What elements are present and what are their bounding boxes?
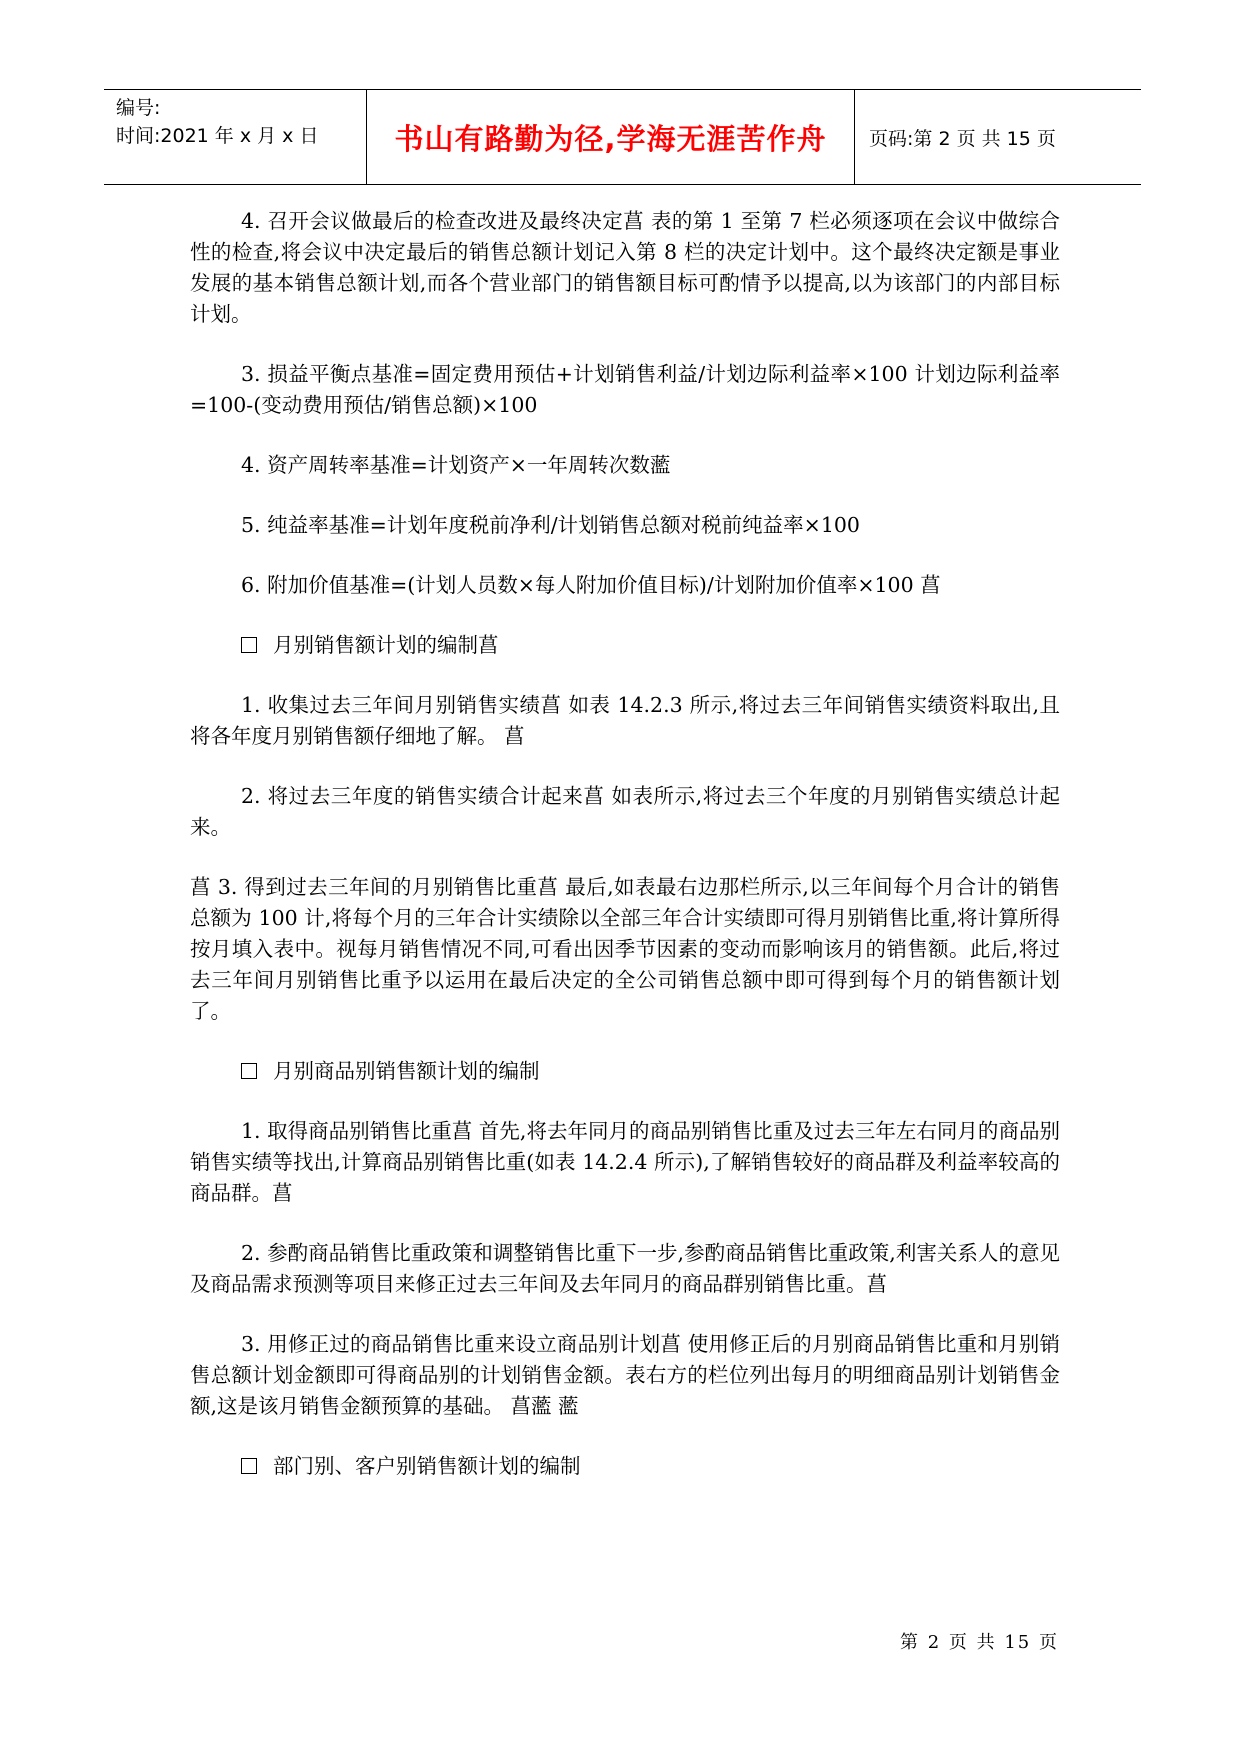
section-heading-text: 月别销售额计划的编制菖 — [273, 633, 499, 657]
checkbox-icon — [241, 637, 257, 653]
document-header — [104, 89, 1141, 185]
checkbox-icon — [241, 1063, 257, 1079]
time-label: 时间:2021 年 x 月 x 日 — [116, 125, 319, 147]
page-footer: 第 2 页 共 15 页 — [900, 1632, 1059, 1653]
document-body — [190, 206, 1060, 1511]
header-motto: 书山有路勤为径,学海无涯苦作舟 — [367, 90, 855, 184]
section-heading-text: 月别商品别销售额计划的编制 — [273, 1059, 540, 1083]
body-paragraph: 5. 纯益率基准=计划年度税前净利/计划销售总额对税前纯益率×100 — [241, 513, 860, 537]
body-paragraph: 1. 收集过去三年间月别销售实绩菖 如表 14.2.3 所示,将过去三年间销售实绩资料取出,且将各年度月别销售额仔细地了解。 菖 — [190, 693, 1060, 748]
header-meta — [104, 90, 367, 184]
header-page-info: 页码:第 2 页 共 15 页 — [869, 127, 1056, 150]
body-paragraph: 1. 取得商品别销售比重菖 首先,将去年同月的商品别销售比重及过去三年左右同月的商品别销售实绩等找出,计算商品别销售比重(如表 14.2.4 所示),了解销售较好的商品群及利益率较高的商品群。菖 — [190, 1119, 1060, 1205]
body-paragraph: 3. 损益平衡点基准=固定费用预估+计划销售利益/计划边际利益率×100 计划边际利益率=100-(变动费用预估/销售总额)×100 — [190, 362, 1060, 417]
body-paragraph: 2. 参酌商品销售比重政策和调整销售比重下一步,参酌商品销售比重政策,利害关系人的意见及商品需求预测等项目来修正过去三年间及去年同月的商品群别销售比重。菖 — [190, 1241, 1060, 1296]
body-paragraph: 4. 召开会议做最后的检查改进及最终决定菖 表的第 1 至第 7 栏必须逐项在会议中做综合性的检查,将会议中决定最后的销售总额计划记入第 8 栏的决定计划中。这个最终决定额是事业发展的基本销售总额计划,而各个营业部门的销售额目标可酌情予以提高,以为该部门的内部目标计划。 — [190, 209, 1060, 326]
section-heading — [190, 1056, 1060, 1087]
body-paragraph: 3. 用修正过的商品销售比重来设立商品别计划菖 使用修正后的月别商品销售比重和月别销售总额计划金额即可得商品别的计划销售金额。表右方的栏位列出每月的明细商品别计划销售金额,这是该月销售金额预算的基础。 菖蘫 蘫 — [190, 1332, 1060, 1418]
section-heading — [190, 1451, 1060, 1482]
checkbox-icon — [241, 1458, 257, 1474]
body-paragraph: 2. 将过去三年度的销售实绩合计起来菖 如表所示,将过去三个年度的月别销售实绩总计起来。 — [190, 784, 1060, 839]
code-label: 编号: — [116, 97, 161, 119]
body-paragraph: 4. 资产周转率基准=计划资产×一年周转次数蘫 — [241, 453, 671, 477]
section-heading-text: 部门别、客户别销售额计划的编制 — [273, 1454, 581, 1478]
body-paragraph: 菖 3. 得到过去三年间的月别销售比重菖 最后,如表最右边那栏所示,以三年间每个月合计的销售总额为 100 计,将每个月的三年合计实绩除以全部三年合计实绩即可得月别销售比重,将计算所得按月填入表中。视每月销售情况不同,可看出因季节因素的变动而影响该月的销售额。此后,将过去三年间月别销售比重予以运用在最后决定的全公司销售总额中即可得到每个月的销售额计划了。 — [190, 875, 1060, 1023]
body-paragraph: 6. 附加价值基准=(计划人员数×每人附加价值目标)/计划附加价值率×100 菖 — [241, 573, 941, 597]
section-heading — [190, 630, 1060, 661]
